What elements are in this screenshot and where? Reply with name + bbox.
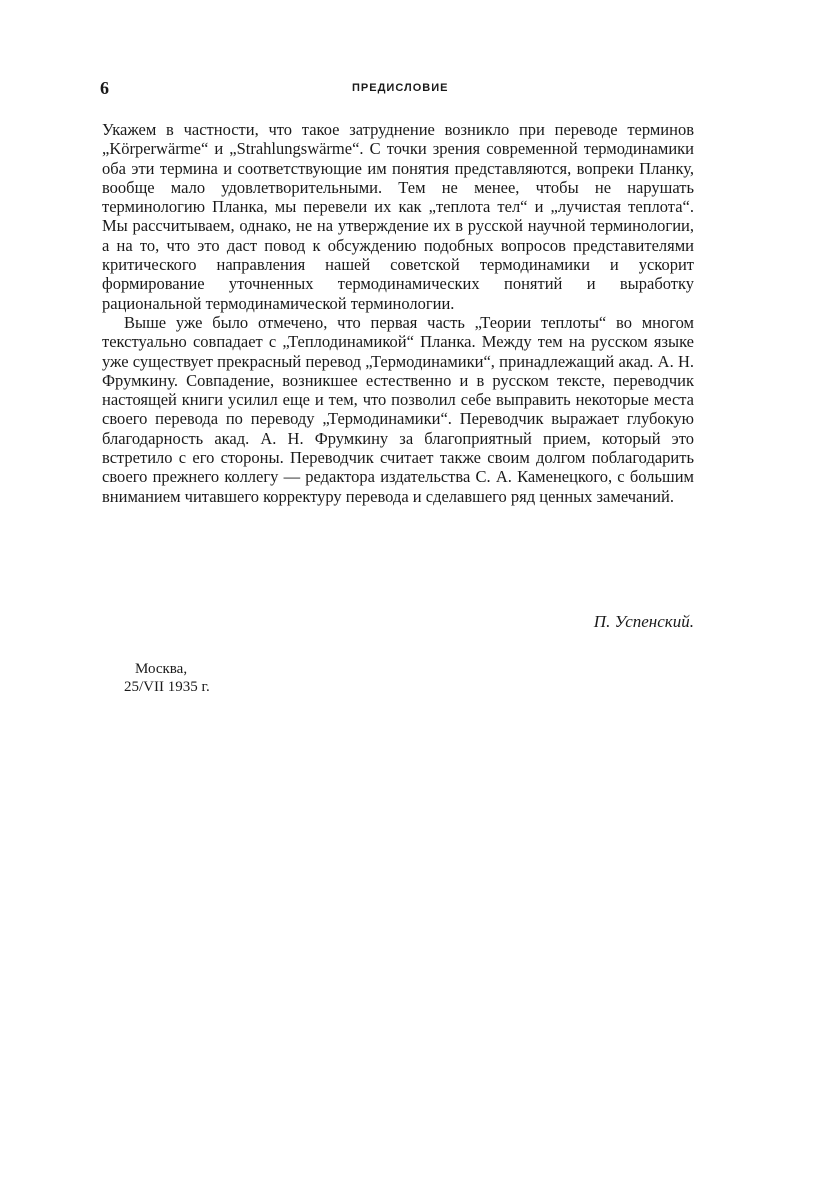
paragraph-2: Выше уже было отмечено, что первая часть „Теории теплоты“ во многом текстуально совпадает с „Теплодинамикой“ Планка. Между тем на русском языке уже существует прекрасный перевод „Термодинамики“, принадлежащий акад. А. Н. Фрумкину. Совпадение, возникшее естественно и в русском тексте, переводчик настоящей книги усилил еще и тем, что позволил себе выправить некоторые места своего перевода по переводу „Термодинамики“. Переводчик выражает глубокую благодарность акад. А. Н. Фрумкину за благоприятный прием, который это встретило с его стороны. Переводчик считает также своим долгом поблагодарить своего прежнего коллегу — редактора издательства С. А. Каменецкого, с большим вниманием читавшего корректуру перевода и сделавшего ряд ценных замечаний.: [102, 312, 694, 506]
date-label: 25/VII 1935 г.: [124, 679, 210, 695]
place-label: Москва,: [135, 661, 188, 677]
page-header: [100, 78, 710, 102]
page-number: 6: [100, 78, 109, 98]
dateline: [124, 660, 210, 696]
signature: П. Успенский.: [593, 612, 694, 631]
running-head: ПРЕДИСЛОВИЕ: [352, 82, 449, 94]
body-text: [102, 120, 694, 506]
paragraph-1: Укажем в частности, что такое затруднение возникло при переводе терминов „Körperwärme“ и „Strahlungswärme“. С точки зрения современной термодинамики оба эти термина и соответствующие им понятия представляются, вопреки Планку, вообще мало удовлетворительными. Тем не менее, чтобы не нарушать терминологию Планка, мы перевели их как „теплота тел“ и „лучистая теплота“. Мы рассчитываем, однако, не на утверждение их в русской научной терминологии, а на то, что это даст повод к обсуждению подобных вопросов представителями критического направления нашей советской термодинамики и ускорит формирование уточненных термодинамических понятий и выработку рациональной термодинамической терминологии.: [102, 120, 694, 313]
